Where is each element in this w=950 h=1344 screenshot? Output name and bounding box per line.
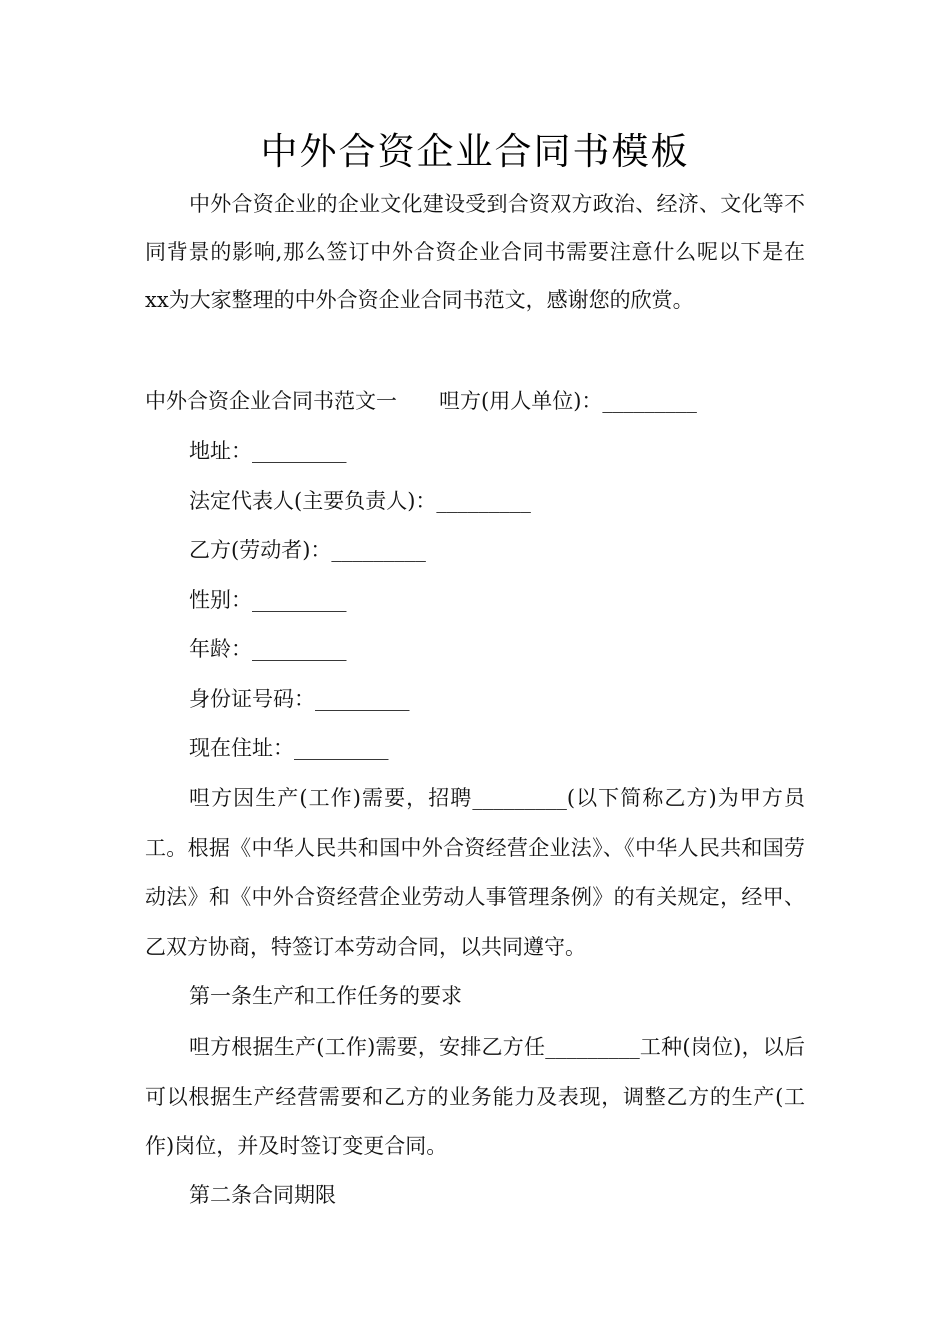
document-title: 中外合资企业合同书模板 (260, 130, 690, 173)
intro-paragraph: 中外合资企业的企业文化建设受到合资双方政治、经济、文化等不同背景的影响,那么签订中外合资企业合同书需要注意什么呢以下是在xx为大家整理的中外合资企业合同书范文，感谢您的欣赏。 (145, 192, 805, 312)
article-2-heading: 第二条合同期限 (189, 1183, 336, 1207)
sample-heading-line: 中外合资企业合同书范文一 呾方(用人单位)：_________ (145, 389, 697, 413)
field-id-number: 身份证号码：_________ (189, 687, 410, 711)
field-address: 地址：_________ (189, 439, 347, 463)
article-1-heading: 第一条生产和工作任务的要求 (189, 984, 462, 1008)
article-1-body: 呾方根据生产(工作)需要，安排乙方任_________工种(岗位)，以后可以根据生产经营需要和乙方的业务能力及表现，调整乙方的生产(工作)岗位，并及时签订变更合同。 (145, 1035, 805, 1158)
field-gender: 性别：_________ (189, 588, 347, 612)
field-party-b: 乙方(劳动者)：_________ (189, 538, 426, 562)
field-legal-rep: 法定代表人(主要负责人)：_________ (189, 489, 531, 513)
field-current-address: 现在住址：_________ (189, 736, 389, 760)
field-age: 年龄：_________ (189, 637, 347, 661)
paragraph-employment: 呾方因生产(工作)需要，招聘_________(以下简称乙方)为甲方员工。根据《中华人民共和国中外合资经营企业法》、《中华人民共和国劳动法》和《中外合资经营企业劳动人事管理条例》的有关规定，经甲、乙双方协商，特签订本劳动合同，以共同遵守。 (145, 786, 805, 959)
